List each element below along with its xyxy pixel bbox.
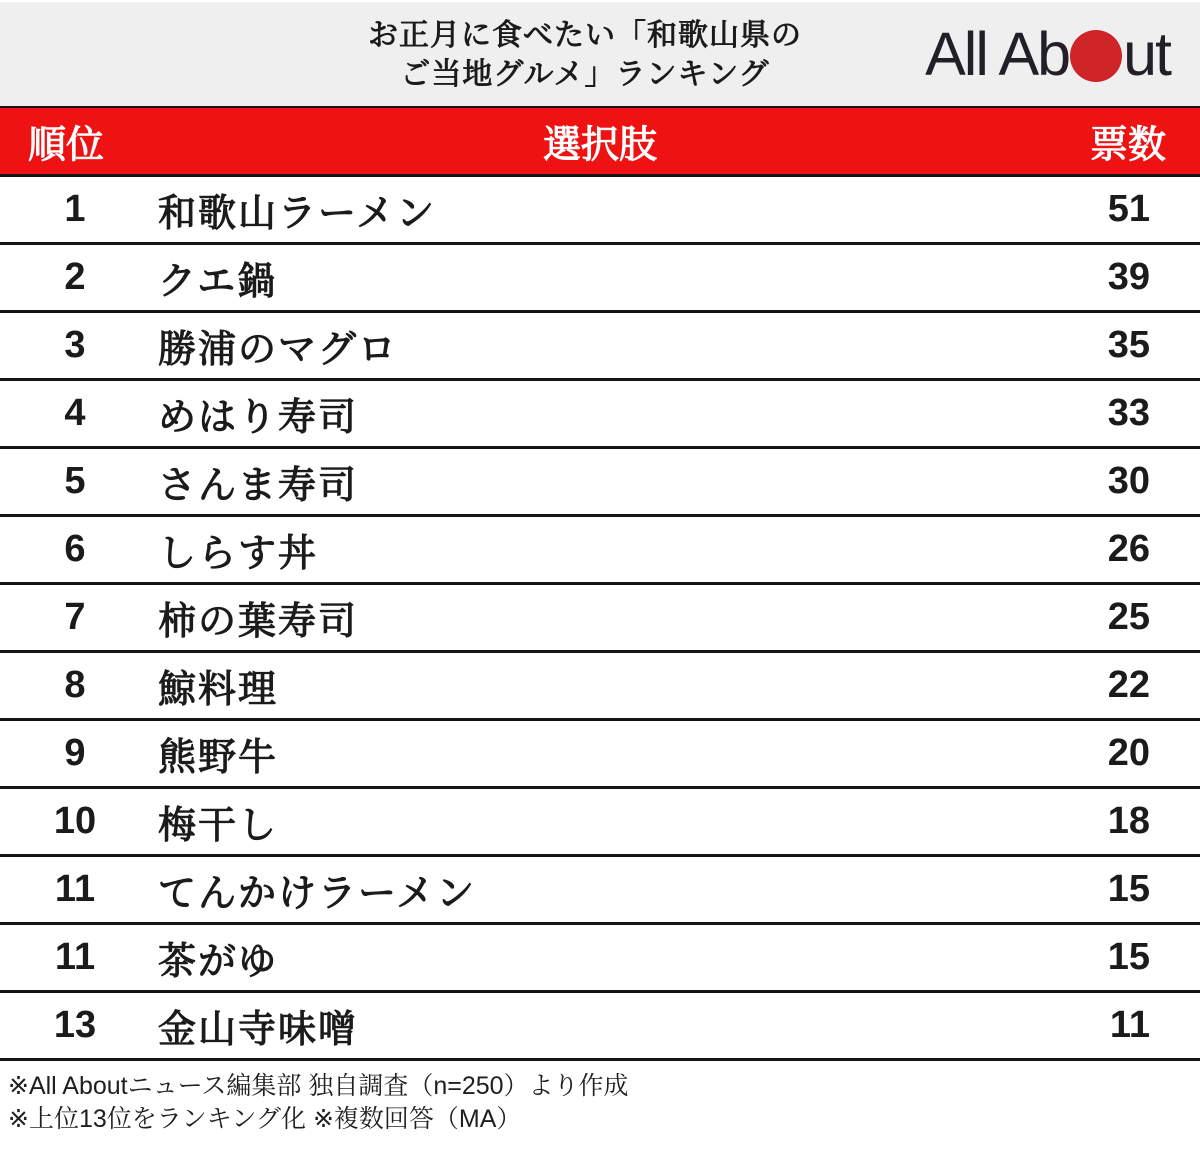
table-row (0, 177, 1200, 245)
table-row (0, 585, 1200, 653)
votes-cell: 30 (1107, 460, 1150, 502)
votes-cell: 51 (1107, 188, 1150, 230)
table-row (0, 925, 1200, 993)
choice-cell: 金山寺味噌 (158, 1009, 359, 1051)
choice-cell: 茶がゆ (158, 941, 279, 983)
table-row (0, 449, 1200, 517)
choice-cell: めはり寿司 (158, 397, 359, 439)
rank-cell: 13 (53, 1004, 97, 1046)
votes-cell: 39 (1107, 256, 1150, 298)
choice-cell: てんかけラーメン (158, 873, 477, 915)
votes-cell: 15 (1107, 936, 1150, 978)
logo-red-dot-icon (1070, 30, 1122, 82)
column-header-choice: 選択肢 (542, 124, 657, 167)
choice-cell: 勝浦のマグロ (158, 329, 399, 371)
footer-note-source: ※All Aboutニュース編集部 独自調査（n=250）より作成 (8, 1072, 629, 1100)
table-row (0, 857, 1200, 925)
rank-cell: 6 (64, 528, 86, 570)
choice-cell: 鯨料理 (158, 669, 279, 711)
footer-note-method: ※上位13位をランキング化 ※複数回答（MA） (8, 1105, 522, 1133)
votes-cell: 33 (1107, 392, 1150, 434)
votes-cell: 22 (1107, 664, 1150, 706)
votes-cell: 18 (1107, 800, 1150, 842)
rank-cell: 4 (64, 392, 86, 434)
rank-cell: 8 (64, 664, 86, 706)
votes-cell: 20 (1107, 732, 1150, 774)
table-row (0, 313, 1200, 381)
table-row (0, 721, 1200, 789)
rank-cell: 11 (54, 936, 96, 978)
votes-cell: 26 (1107, 528, 1150, 570)
table-row (0, 517, 1200, 585)
logo-text-left: All Ab (925, 20, 1070, 88)
table-row (0, 789, 1200, 857)
table-row (0, 653, 1200, 721)
table-row (0, 245, 1200, 313)
rank-cell: 11 (54, 868, 96, 910)
allabout-logo (925, 19, 1170, 89)
choice-cell: クエ鍋 (158, 261, 278, 303)
choice-cell: 柿の葉寿司 (158, 601, 359, 643)
choice-cell: 熊野牛 (158, 737, 279, 779)
table-body (0, 177, 1200, 1061)
choice-cell: 梅干し (158, 805, 279, 847)
rank-cell: 9 (64, 732, 86, 774)
column-header-rank: 順位 (28, 124, 105, 167)
page-title-line2: ご当地グルメ」ランキング (400, 58, 770, 91)
column-header-votes: 票数 (1089, 124, 1166, 167)
rank-cell: 7 (64, 596, 86, 638)
rank-cell: 2 (64, 256, 86, 298)
table-row (0, 381, 1200, 449)
rank-cell: 10 (53, 800, 97, 842)
rank-cell: 5 (64, 460, 86, 502)
choice-cell: しらす丼 (158, 533, 319, 575)
votes-cell: 15 (1107, 868, 1150, 910)
table-row (0, 993, 1200, 1061)
votes-cell: 35 (1107, 324, 1150, 366)
header (0, 2, 1200, 108)
choice-cell: 和歌山ラーメン (158, 193, 437, 235)
page-title-line1: お正月に食べたい「和歌山県の (368, 19, 802, 52)
table-header-row (0, 108, 1200, 177)
rank-cell: 1 (64, 188, 86, 230)
footer-notes (0, 1061, 1200, 1136)
votes-cell: 11 (1109, 1004, 1150, 1046)
choice-cell: さんま寿司 (158, 465, 359, 507)
logo-text-right: ut (1123, 20, 1170, 88)
votes-cell: 25 (1107, 596, 1150, 638)
rank-cell: 3 (64, 324, 86, 366)
